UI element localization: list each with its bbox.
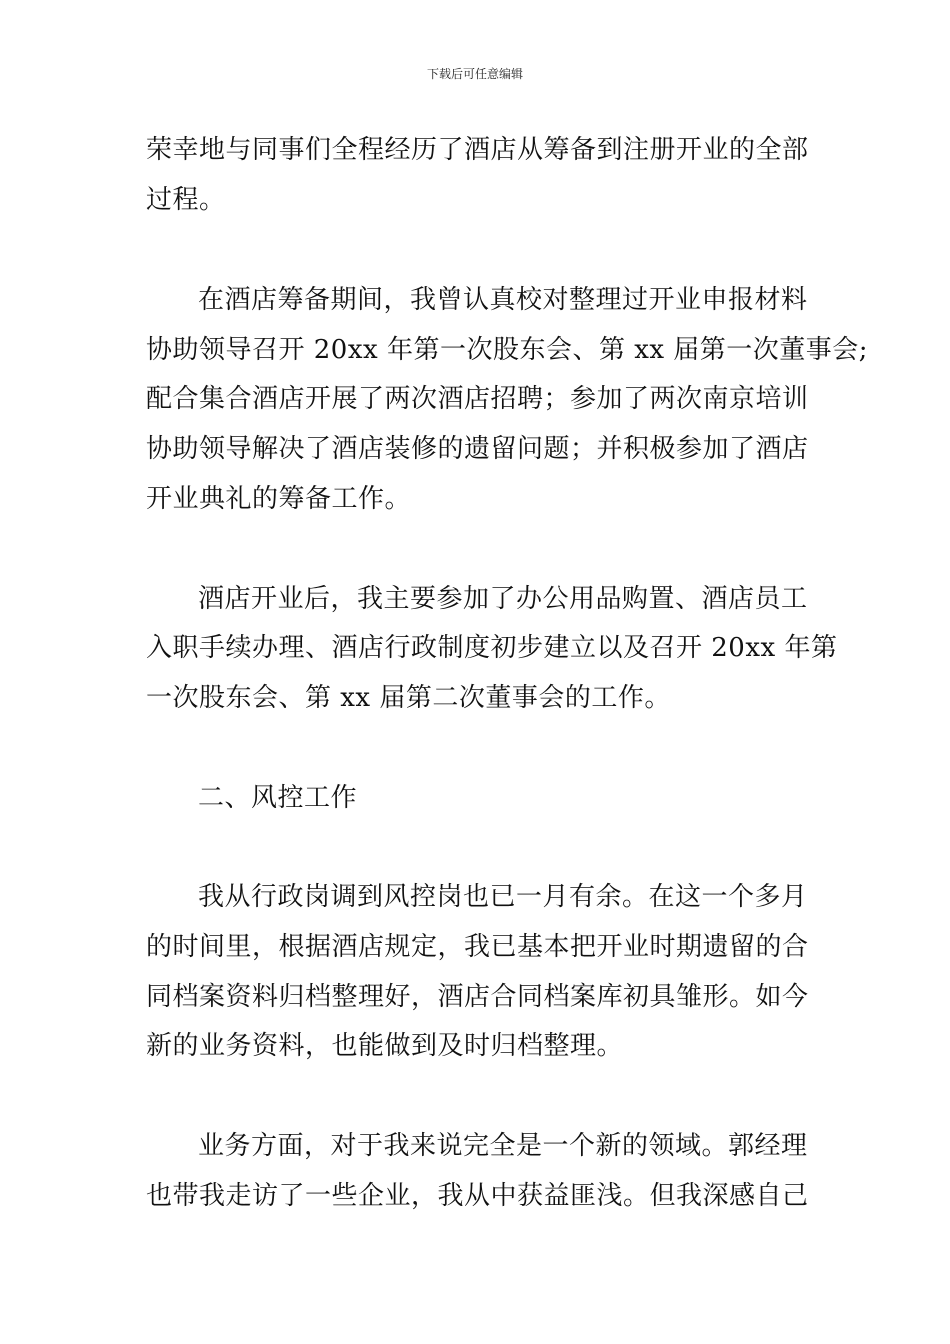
paragraph-line: 同档案资料归档整理好，酒店合同档案库初具雏形。如今 (146, 982, 809, 1012)
paragraph-line: 过程。 (146, 185, 226, 215)
paragraph-line: 在酒店筹备期间，我曾认真校对整理过开业申报材料 (198, 285, 808, 315)
paragraph-line: 开业典礼的筹备工作。 (146, 484, 412, 514)
paragraph-line: 一次股东会、第 xx 届第二次董事会的工作。 (146, 683, 671, 713)
section-heading: 二、风控工作 (198, 783, 358, 813)
paragraph-line: 我从行政岗调到风控岗也已一月有余。在这一个多月 (198, 882, 808, 912)
paragraph-line: 协助领导召开 20xx 年第一次股东会、第 xx 届第一次董事会; (146, 335, 869, 365)
paragraph-line: 酒店开业后，我主要参加了办公用品购置、酒店员工 (198, 584, 808, 614)
paragraph-line: 荣幸地与同事们全程经历了酒店从筹备到注册开业的全部 (146, 135, 809, 165)
paragraph-line: 业务方面，对于我来说完全是一个新的领域。郭经理 (198, 1131, 808, 1161)
paragraph-line: 的时间里，根据酒店规定，我已基本把开业时期遗留的合 (146, 932, 809, 962)
paragraph-line: 入职手续办理、酒店行政制度初步建立以及召开 20xx 年第 (146, 633, 838, 663)
paragraph-line: 也带我走访了一些企业，我从中获益匪浅。但我深感自己 (146, 1181, 809, 1211)
page-header: 下载后可任意编辑 (426, 67, 523, 81)
paragraph-line: 新的业务资料，也能做到及时归档整理。 (146, 1031, 624, 1061)
paragraph-line: 协助领导解决了酒店装修的遗留问题；并积极参加了酒店 (146, 434, 809, 464)
paragraph-line: 配合集合酒店开展了两次酒店招聘；参加了两次南京培训 (146, 384, 809, 414)
